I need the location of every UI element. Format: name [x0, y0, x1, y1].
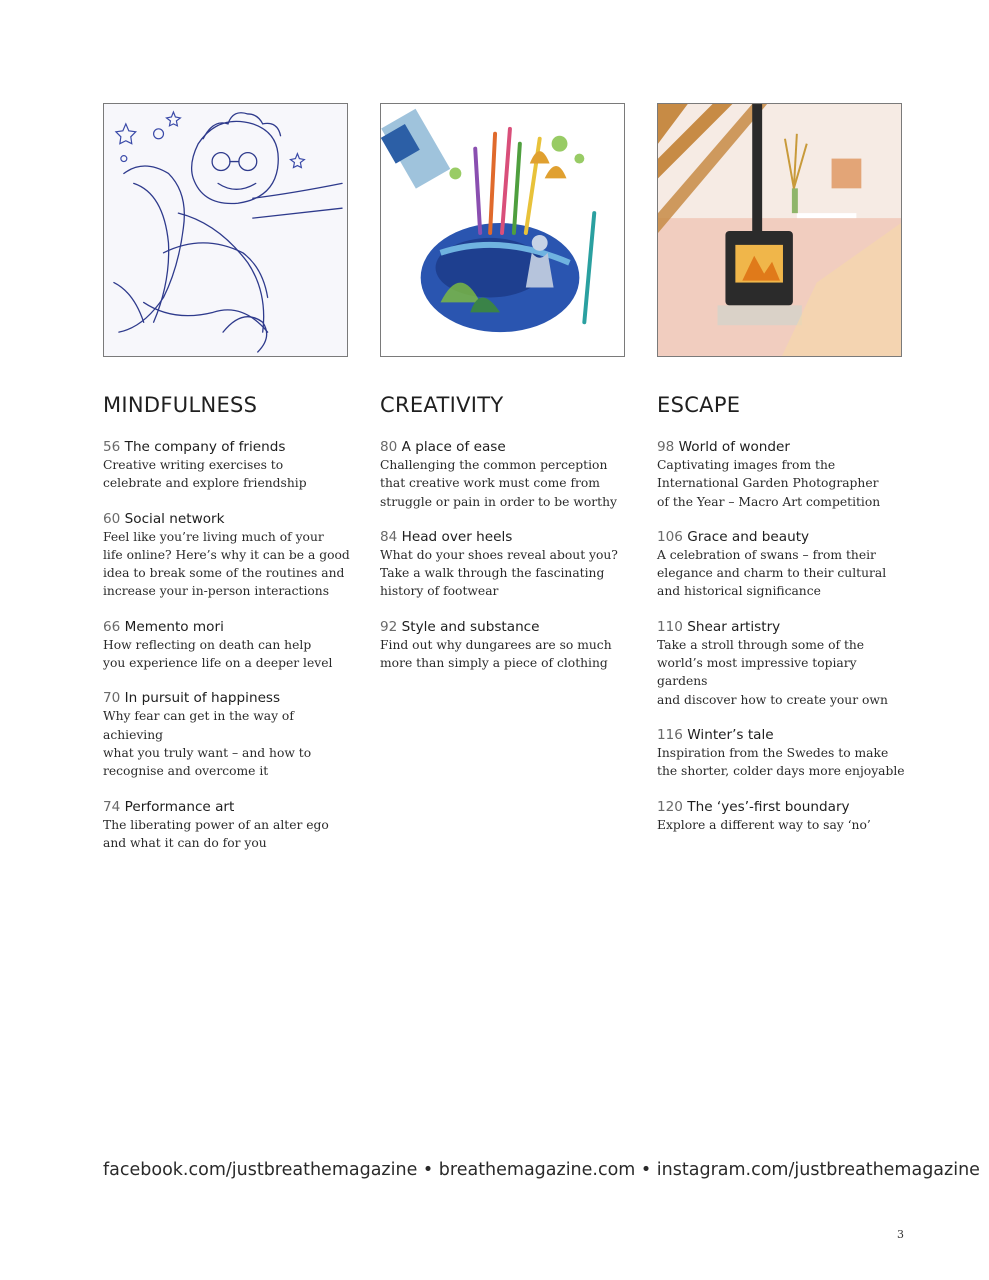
page-number: 116 — [657, 726, 683, 743]
entry-description: Why fear can get in the way of achieving what you truly want – and how to recognise and overcome it — [103, 709, 312, 779]
social-links-footer[interactable]: facebook.com/justbreathemagazine • breathemagazine.com • instagram.com/justbreathemagazine — [103, 1160, 980, 1180]
toc-entry[interactable] — [657, 798, 907, 834]
section-title: ESCAPE — [657, 393, 741, 417]
entry-description: A celebration of swans – from their elegance and charm to their cultural and historical significance — [657, 547, 887, 599]
entry-description: Take a stroll through some of the world’s most impressive topiary gardens and discover how to create your own — [657, 637, 888, 707]
page-number: 110 — [657, 618, 683, 635]
entry-description: Creative writing exercises to celebrate and explore friendship — [103, 458, 307, 491]
toc-entry[interactable] — [380, 438, 630, 511]
escape-illustration — [657, 103, 902, 357]
toc-entry[interactable] — [657, 528, 907, 601]
entry-title: A place of ease — [401, 439, 506, 455]
page-number: 98 — [657, 439, 675, 455]
toc-entry[interactable] — [103, 510, 353, 601]
mindfulness-illustration — [103, 103, 348, 357]
entry-title: The ‘yes’-first boundary — [687, 798, 850, 815]
entry-description: Feel like you’re living much of your life online? Here’s why it can be a good idea to break some of the routines and increase your in-person interactions — [103, 529, 350, 599]
entry-description: Captivating images from the International Garden Photographer of the Year – Macro Art competition — [657, 458, 881, 509]
entry-title: Winter’s tale — [687, 726, 774, 743]
page-number: 66 — [103, 618, 121, 635]
entry-title: Style and substance — [401, 618, 540, 635]
toc-entry[interactable] — [103, 798, 353, 853]
section-escape — [657, 392, 907, 851]
entry-description: Inspiration from the Swedes to make the shorter, colder days more enjoyable — [657, 745, 905, 779]
page-number: 60 — [103, 510, 121, 527]
entry-description: How reflecting on death can help you experience life on a deeper level — [103, 637, 333, 671]
toc-entry[interactable] — [380, 528, 630, 601]
page-number: 56 — [103, 439, 121, 455]
entry-title: Shear artistry — [687, 618, 781, 635]
page-number: 74 — [103, 798, 121, 815]
toc-entry[interactable] — [657, 726, 907, 781]
section-title: CREATIVITY — [380, 393, 504, 417]
toc-entry[interactable] — [657, 618, 907, 709]
toc-entry[interactable] — [380, 618, 630, 673]
entry-title: Memento mori — [124, 618, 224, 635]
entry-title: In pursuit of happiness — [124, 690, 281, 707]
toc-entry[interactable] — [657, 438, 907, 511]
entry-description: Find out why dungarees are so much more than simply a piece of clothing — [380, 637, 612, 671]
entry-title: World of wonder — [678, 439, 790, 455]
entry-title: Social network — [124, 510, 225, 527]
toc-entry[interactable] — [103, 689, 353, 780]
entry-description: What do your shoes reveal about you? Take a walk through the fascinating history of footwear — [380, 547, 618, 599]
entry-description: Challenging the common perception that creative work must come from struggle or pain in order to be worthy — [380, 458, 617, 509]
page-number: 84 — [380, 528, 398, 545]
section-creativity — [380, 392, 630, 689]
entry-title: Head over heels — [401, 528, 513, 545]
entry-description: Explore a different way to say ‘no’ — [657, 817, 871, 832]
entry-title: The company of friends — [124, 439, 286, 455]
page-number: 120 — [657, 798, 683, 815]
toc-entry[interactable] — [103, 438, 353, 493]
page-number: 106 — [657, 528, 683, 545]
page-number: 80 — [380, 439, 398, 455]
creativity-illustration — [380, 103, 625, 357]
page-folio: 3 — [897, 1228, 904, 1241]
page-number: 70 — [103, 690, 121, 707]
page-number: 92 — [380, 618, 398, 635]
entry-title: Performance art — [124, 798, 235, 815]
entry-title: Grace and beauty — [687, 528, 810, 545]
toc-entry[interactable] — [103, 618, 353, 673]
section-mindfulness — [103, 392, 353, 869]
entry-description: The liberating power of an alter ego and what it can do for you — [103, 817, 329, 850]
section-title: MINDFULNESS — [103, 393, 258, 417]
